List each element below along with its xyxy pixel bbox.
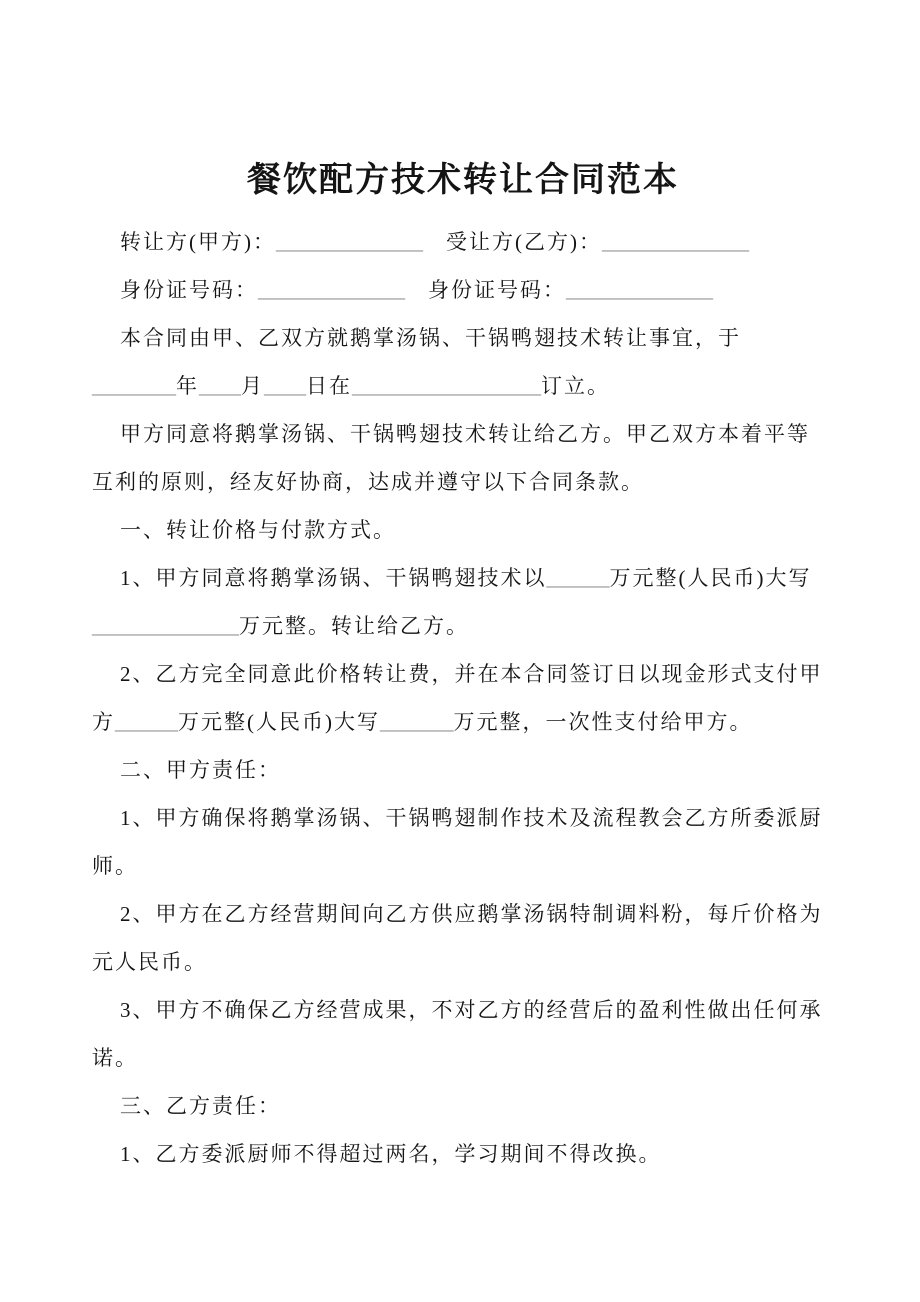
blank-underline: ______________ <box>566 278 713 302</box>
blank-underline: ____ <box>199 374 241 398</box>
document-line: 1、乙方委派厨师不得超过两名，学习期间不得改换。 <box>120 1142 662 1166</box>
document-line: 本合同由甲、乙双方就鹅掌汤锅、干锅鸭翅技术转让事宜，于 <box>120 326 741 350</box>
document-line: 三、乙方责任： <box>120 1094 281 1118</box>
blank-underline: ______________ <box>276 230 423 254</box>
document-line: 元人民币。 <box>92 950 207 974</box>
blank-underline: ______ <box>546 566 610 590</box>
document-title: 餐饮配方技术转让合同范本 <box>247 162 679 199</box>
document-line: 身份证号码：______________ 身份证号码：______________ <box>120 278 713 302</box>
document-line: 二、甲方责任： <box>120 758 281 782</box>
blank-underline: ____ <box>264 374 306 398</box>
document-line: 诺。 <box>92 1046 138 1070</box>
document-line: ________年____月____日在__________________订立。 <box>92 374 610 398</box>
document-line: 1、甲方确保将鹅掌汤锅、干锅鸭翅制作技术及流程教会乙方所委派厨 <box>120 806 823 830</box>
document-line: 一、转让价格与付款方式。 <box>120 518 396 542</box>
blank-underline: ______________ <box>92 614 239 638</box>
blank-underline: __________________ <box>352 374 541 398</box>
blank-underline: _______ <box>380 710 454 734</box>
document-line: 2、乙方完全同意此价格转让费，并在本合同签订日以现金形式支付甲 <box>120 662 823 686</box>
document-line: 转让方(甲方)：______________ 受让方(乙方)：______________ <box>120 230 749 254</box>
document-line: 方______万元整(人民币)大写_______万元整，一次性支付给甲方。 <box>92 710 753 734</box>
document-line: 1、甲方同意将鹅掌汤锅、干锅鸭翅技术以______万元整(人民币)大写 <box>120 566 812 590</box>
document-line: 师。 <box>92 854 138 878</box>
document-line: 2、甲方在乙方经营期间向乙方供应鹅掌汤锅特制调料粉，每斤价格为 <box>120 902 823 926</box>
blank-underline: ________ <box>92 374 176 398</box>
document-line: 互利的原则，经友好协商，达成并遵守以下合同条款。 <box>92 470 644 494</box>
contract-document <box>92 158 834 1178</box>
blank-underline: ______________ <box>602 230 749 254</box>
blank-underline: ______ <box>115 710 178 734</box>
document-line: 3、甲方不确保乙方经营成果，不对乙方的经营后的盈利性做出任何承 <box>120 998 823 1022</box>
document-line: ______________万元整。转让给乙方。 <box>92 614 469 638</box>
blank-underline: ______________ <box>258 278 405 302</box>
document-line: 甲方同意将鹅掌汤锅、干锅鸭翅技术转让给乙方。甲乙双方本着平等 <box>120 422 810 446</box>
document-body <box>92 218 834 1178</box>
